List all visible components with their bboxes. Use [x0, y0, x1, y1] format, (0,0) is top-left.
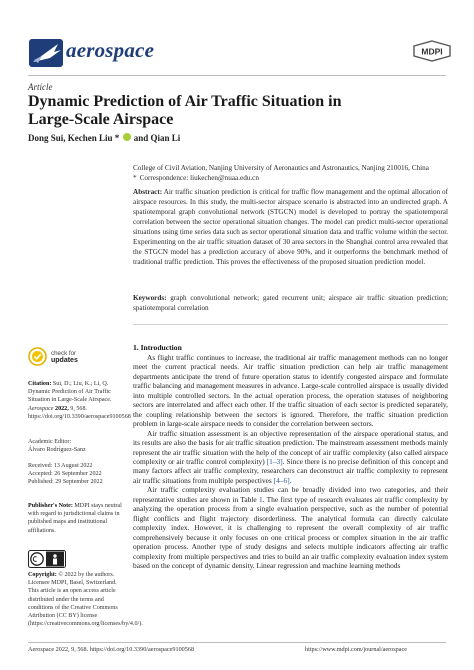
reference-link[interactable]: [1–3] [266, 456, 283, 466]
aerospace-logo-icon [28, 38, 64, 68]
publisher-note [28, 502, 126, 535]
section-divider [133, 324, 448, 325]
date-accepted: Accepted: 26 September 2022 [28, 471, 102, 478]
abstract-label: Abstract: [133, 188, 163, 196]
footer-journal-url[interactable]: https://www.mdpi.com/journal/aerospace [305, 646, 408, 653]
copyright-label: Copyright: [28, 572, 57, 578]
check-line1: check for [51, 350, 77, 357]
article-title: Dynamic Prediction of Air Traffic Situation in Large-Scale Airspace [28, 93, 342, 128]
authors-part1: Dong Sui, Kechen Liu * [28, 133, 120, 143]
citation-text: Sui, D.; Liu, K.; Li, Q. Dynamic Prediction of Air Traffic Situation in Large-Scale Airspace. [28, 381, 112, 404]
dates-block [28, 462, 126, 487]
table-link[interactable]: 1 [258, 494, 263, 504]
intro-paragraph-3 [133, 485, 448, 570]
correspondence-mark: * [133, 174, 137, 182]
p2-text-b: . Since there is no precise definition of this concept and many factors affect air traffic complexity, researchers can deconstruct air traffic complexity to represent air traffic situations from multiple perspectives [133, 456, 448, 485]
footer-divider [28, 642, 446, 643]
reference-link[interactable]: [4–6] [273, 475, 290, 485]
check-line2: updates [51, 357, 78, 364]
journal-name: aerospace [66, 38, 155, 62]
header-divider [28, 75, 446, 76]
date-received: Received: 13 August 2022 [28, 463, 93, 469]
keywords-block [133, 293, 448, 313]
citation-journal: Aerospace [28, 405, 54, 412]
p2-text-c: . [289, 475, 292, 485]
editor-name: Álvaro Rodríguez-Sanz [28, 447, 86, 454]
affiliation-line: College of Civil Aviation, Nanjing University of Aeronautics and Astronautics, Nanjing 210016, China [133, 164, 429, 172]
publisher-note-text: MDPI stays neutral with regard to jurisdictional claims in published maps and institutional affiliations. [28, 503, 122, 534]
citation-doi[interactable]: 9, 568. https://doi.org/10.3390/aerospace9100568 [28, 405, 131, 420]
correspondence-email[interactable]: Correspondence: liukechen@nuaa.edu.cn [139, 174, 259, 182]
correspondence-line [133, 173, 448, 183]
copyright-text: © 2022 by the authors. Licensee MDPI, Basel, Switzerland. This article is an open access article distributed under the terms and conditions of the Creative Commons Attribution (CC BY) license (https://creativecommons.org/licenses/by/4.0/). [28, 572, 143, 628]
citation-year: 2022, [55, 405, 69, 412]
abstract-text: Air traffic situation prediction is critical for traffic flow management and the optimal allocation of airspace resources. In this study, the multi-sector airspace scenario is abstracted into an undirected graph. A spatiotemporal graph convolutional network (STGCN) model is developed to portray the spatiotemporal correlation between the sector operational situation changes. The model can predict multi-sector operational situations using time series data such as sector operational situation data and traffic volume within the sector. Experimenting on the air traffic situation dataset of 30 area sectors in the Shanghai control area revealed that the STGCN model has a prediction accuracy of above 90%, and it outperforms the benchmark method of traditional traffic prediction. This proves the effectiveness of the proposed situation prediction model. [133, 188, 448, 266]
academic-editor [28, 438, 126, 454]
publisher-note-label: Publisher's Note: [28, 503, 73, 509]
p3-text-a: Air traffic complexity evaluation studies can be broadly divided into two categories, and their representative studies are shown in Table [133, 485, 448, 504]
section-heading: 1. Introduction [133, 343, 182, 352]
citation-block [28, 380, 131, 421]
affiliation-block [133, 163, 448, 183]
check-for-updates-icon[interactable] [28, 347, 47, 366]
introduction-body [133, 353, 448, 570]
keywords-text: graph convolutional network; gated recurrent unit; airspace air traffic situation prediction; spatiotemporal correlation [133, 294, 448, 312]
article-type: Article [28, 82, 53, 92]
keywords-label: Keywords: [133, 294, 167, 302]
mdpi-logo-icon [412, 40, 452, 62]
intro-paragraph-1: As flight traffic continues to increase, the traditional air traffic management methods can no longer meet the current practical needs. Air traffic situation prediction can help air traffic management departments anticipate the trend of future operation status to identify congested airspace and formulate traffic balancing and management measures in advance. Large-scale controlled airspace is usually divided into multiple controlled sectors. In the actual operation process, the operation statuses of neighboring sectors are interrelated and affect each other. If the traffic situation of each sector is predicted separately, the coupling relationship between the sectors is ignored. Therefore, the traffic situation prediction problem in large-scale airspace needs to consider the correlation between sectors. [133, 353, 448, 429]
check-for-updates-label[interactable] [51, 350, 78, 364]
copyright-block [28, 571, 143, 628]
footer-citation[interactable]: Aerospace 2022, 9, 568. https://doi.org/10.3390/aerospace9100568 [28, 646, 195, 653]
orcid-icon[interactable] [123, 133, 131, 141]
date-published: Published: 29 September 2022 [28, 479, 103, 486]
author-list [28, 133, 180, 143]
creative-commons-icon[interactable] [28, 550, 66, 568]
mdpi-logo-text: MDPI [421, 46, 443, 57]
p2-text-a: Air traffic situation assessment is an objective representation of the airspace operational status, and its results are also the basis for air traffic situation prediction. The mainstream assessment methods mainly represent the air traffic situation with the help of the concept of air traffic complexity (also called airspace complexity or air traffic control complexity) [133, 428, 448, 466]
p3-text-b: . The first type of research evaluates air traffic complexity by analyzing the operation process from a single evaluation perspective, such as the number of potential flight conflicts and flight trajectory disorderliness. The analytical formula can directly calculate complexity index. However, it is challenging to represent the overall complexity of air traffic comprehensively because it only focuses on one critical process or complex situation in the air traffic operation process. Another type of study designs and selects multiple indicators affecting air traffic complexity from multiple perspectives and tries to build an air traffic complexity evaluation index system based on the concept of dynamic density. Linear regression and machine learning methods [133, 494, 448, 570]
intro-paragraph-2 [133, 429, 448, 486]
editor-label: Academic Editor: [28, 439, 72, 445]
authors-part2: and Qian Li [133, 133, 181, 143]
citation-label: Citation: [28, 381, 52, 387]
abstract-block [133, 187, 448, 267]
